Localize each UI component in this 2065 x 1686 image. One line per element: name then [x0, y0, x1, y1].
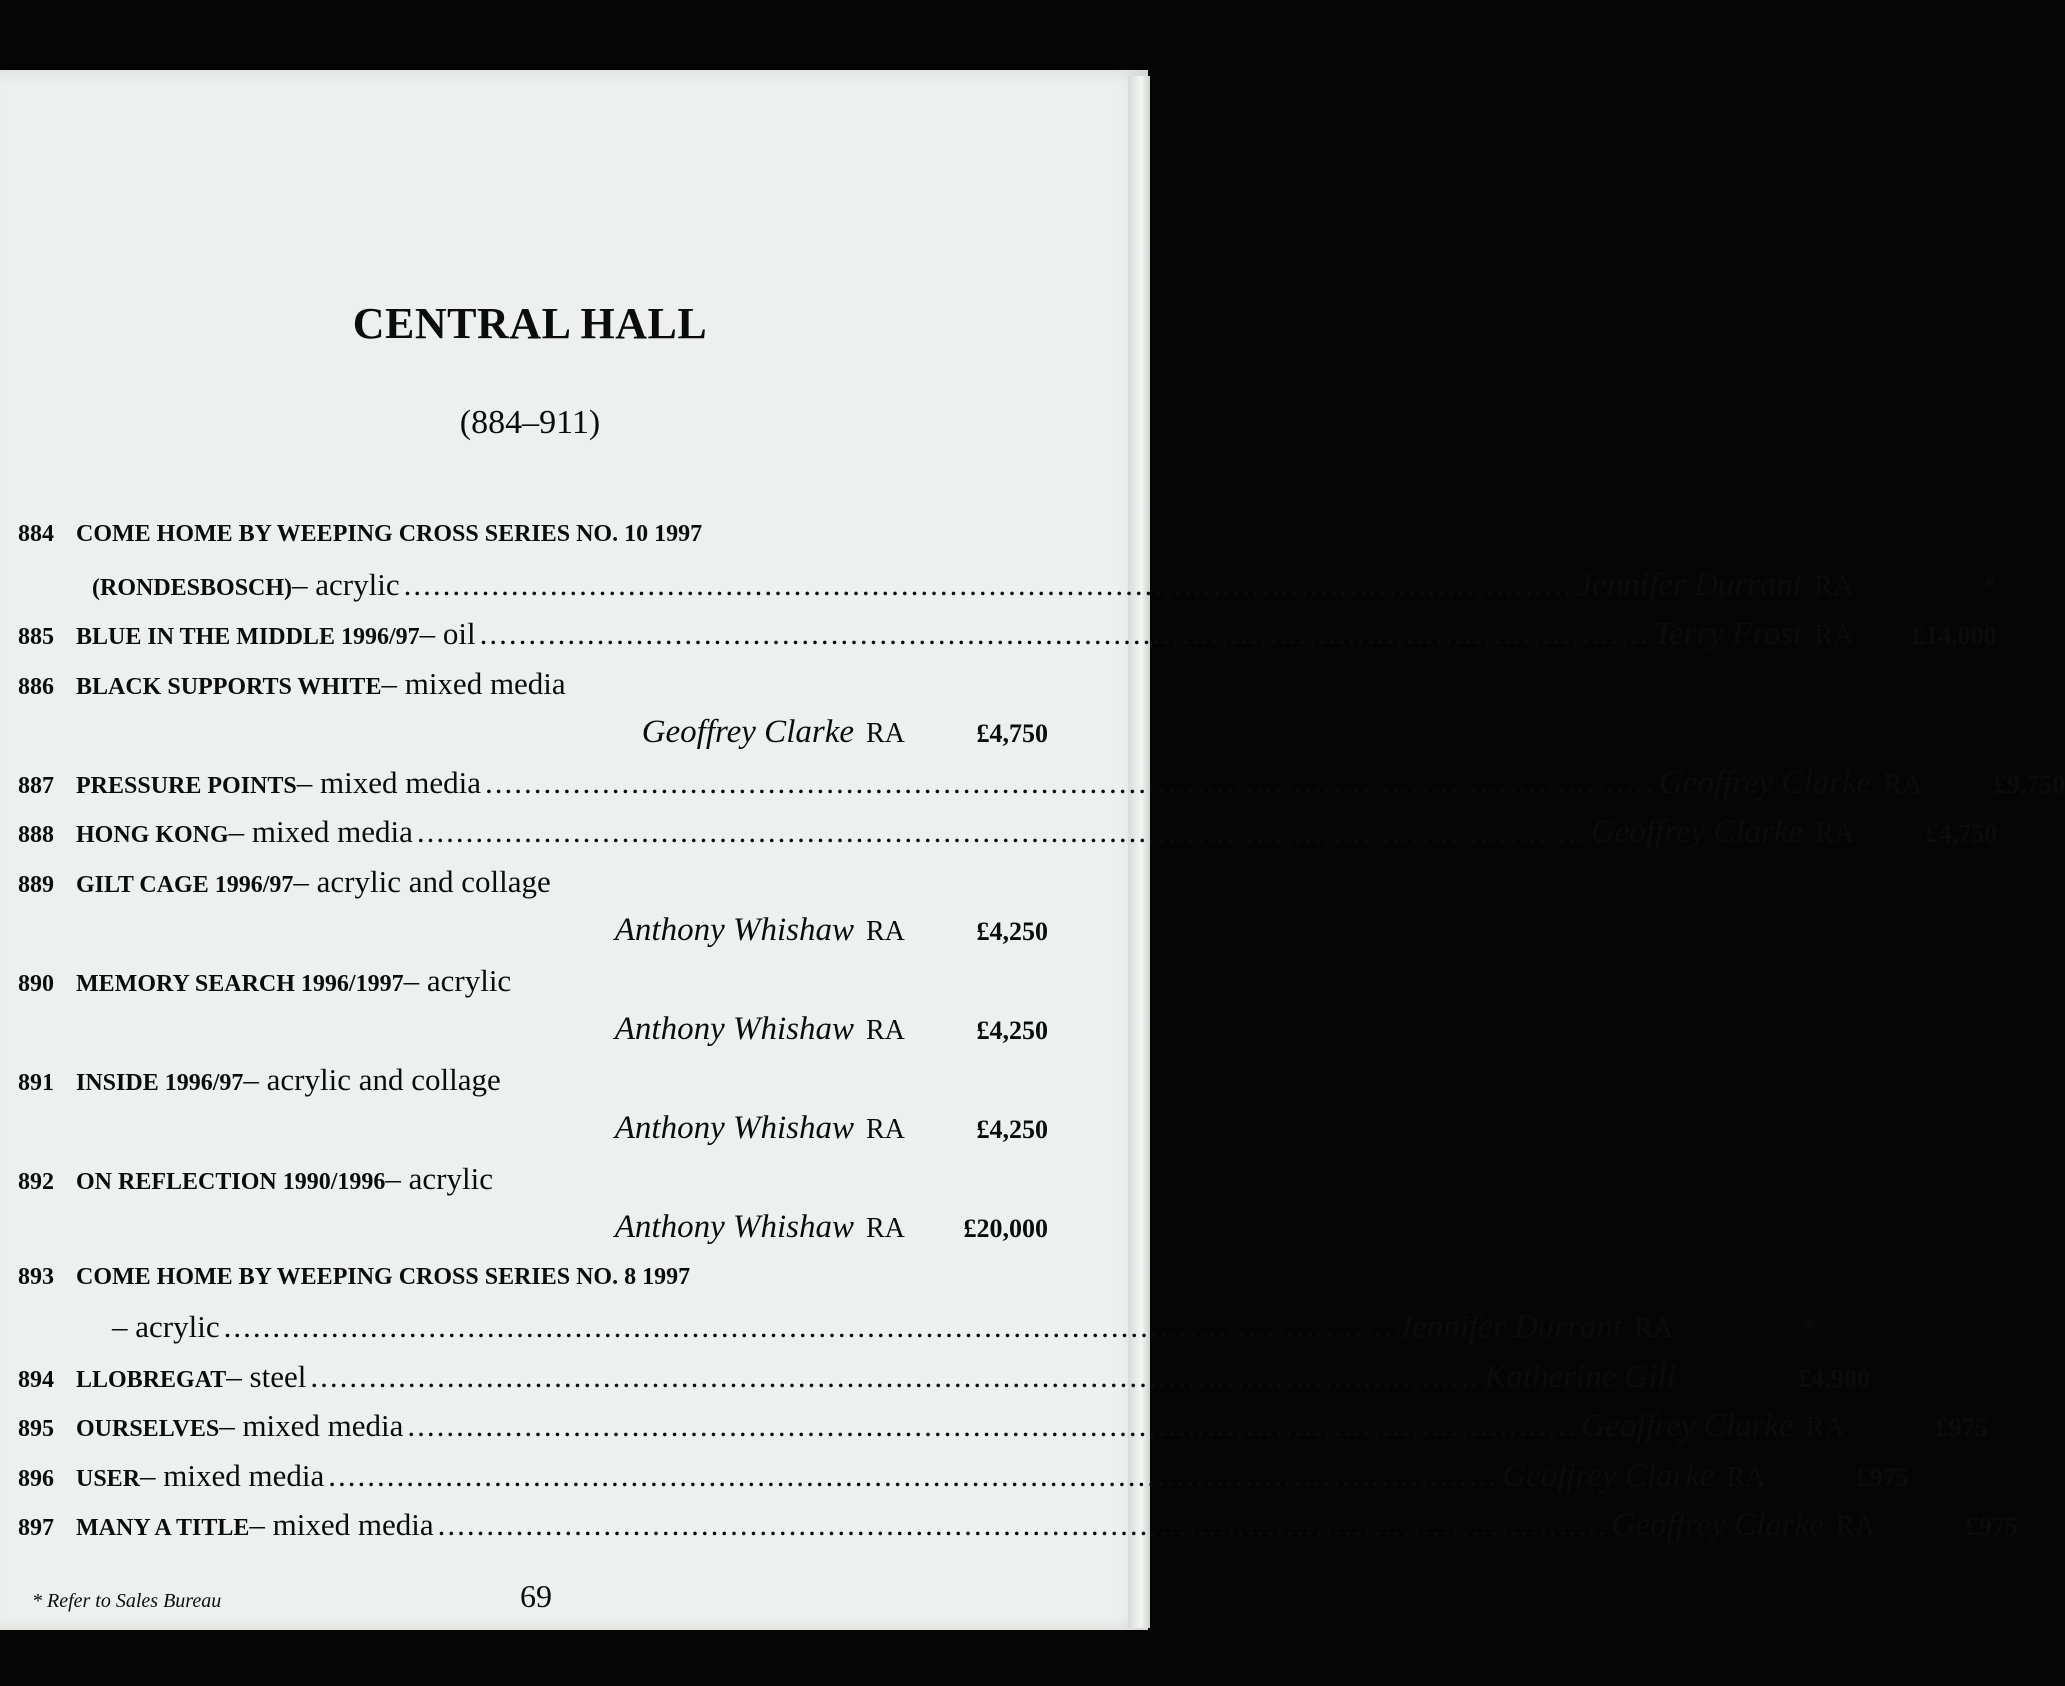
entry-medium: – mixed media — [296, 764, 481, 800]
dot-leader: ........................................................................................................................ — [403, 566, 1574, 602]
entry-medium: – mixed media — [249, 1507, 434, 1542]
dot-leader: ........................................................................................................................ — [437, 1507, 1608, 1542]
entry-number: 893 — [18, 1263, 54, 1290]
entry-price: £4,900 — [1798, 1363, 1870, 1393]
dot-leader: ........................................................................................................................ — [416, 814, 1587, 849]
entry-title: LLOBREGAT — [76, 1366, 227, 1393]
entry-title: HONG KONG — [76, 822, 229, 848]
entry-title: INSIDE 1996/97 — [76, 1069, 244, 1096]
entry-medium: – acrylic — [403, 962, 512, 998]
entry-ra: RA — [866, 1114, 905, 1145]
entry-artist: Katherine Gili — [1484, 1358, 1676, 1395]
entry-price: £4,750 — [1925, 819, 1998, 848]
entry-title: MANY A TITLE — [76, 1515, 250, 1541]
entry-number: 889 — [18, 871, 54, 898]
entry-line — [18, 1203, 1048, 1253]
entry-price: £14,000 — [1911, 621, 1997, 650]
entry-title: OURSELVES — [76, 1416, 220, 1442]
entry-artist: Jennifer Durrant — [1577, 566, 1803, 603]
entry-ra: RA — [1815, 818, 1855, 849]
entry-line — [18, 1005, 1048, 1055]
entry-line — [18, 510, 1048, 560]
catalogue-range: (884–911) — [459, 404, 601, 441]
entry-ra: RA — [1883, 768, 1923, 800]
entry-medium: – mixed media — [381, 665, 566, 701]
entry-title: PRESSURE POINTS — [76, 772, 297, 799]
entry-number: 887 — [18, 772, 54, 799]
entry-title: COME HOME BY WEEPING CROSS SERIES NO. 8 1997 — [76, 1263, 691, 1290]
entry-line — [18, 1253, 1048, 1303]
entry-line — [18, 1154, 1048, 1204]
entry-price: * — [1983, 571, 1997, 601]
entry-ra: RA — [866, 1213, 905, 1244]
entry-artist: Anthony Whishaw — [614, 1209, 854, 1245]
entry-number: 896 — [18, 1465, 54, 1492]
entry-price: £975 — [1935, 1413, 1988, 1442]
entry-title: (RONDESBOSCH) — [92, 574, 293, 601]
entry-medium: – acrylic — [385, 1160, 493, 1196]
dot-leader: ........................................................................................................................ — [484, 764, 1655, 800]
entry-artist: Geoffrey Clarke — [1581, 1408, 1794, 1444]
entry-price: £4,750 — [976, 719, 1048, 748]
entry-line — [18, 609, 1997, 659]
entry-title: BLACK SUPPORTS WHITE — [76, 673, 382, 700]
entry-medium: – oil — [419, 616, 476, 651]
entry-line — [18, 758, 2065, 808]
entry-line — [18, 560, 1997, 610]
entry-ra: RA — [866, 1015, 905, 1046]
entry-number: 885 — [18, 624, 54, 650]
entry-price: £9,750 — [1993, 769, 2065, 799]
entry-title: USER — [76, 1465, 141, 1492]
footnote: * Refer to Sales Bureau — [32, 1590, 222, 1612]
entry-number: 886 — [18, 673, 54, 700]
entry-artist: Anthony Whishaw — [614, 912, 854, 948]
entry-number: 888 — [18, 822, 54, 848]
entry-price: £4,250 — [976, 917, 1048, 946]
entry-artist: Terry Frost — [1653, 616, 1803, 652]
entry-title: GILT CAGE 1996/97 — [76, 871, 294, 898]
entry-ra: RA — [1634, 1313, 1674, 1344]
entry-artist: Geoffrey Clarke — [1502, 1457, 1715, 1494]
entry-artist: Jennifer Durrant — [1397, 1309, 1623, 1345]
dot-leader: ........................................................................................................................ — [479, 616, 1650, 651]
entry-line — [18, 1500, 2018, 1550]
entry-number: 890 — [18, 970, 54, 997]
entry-artist: Geoffrey Clarke — [641, 714, 854, 750]
page-number: 69 — [520, 1578, 552, 1614]
entry-number: 894 — [18, 1366, 54, 1393]
entry-number: 895 — [18, 1416, 54, 1442]
entry-medium: – steel — [226, 1358, 307, 1394]
entry-medium: – mixed media — [219, 1408, 404, 1443]
entry-number: 892 — [18, 1168, 54, 1195]
entry-title: ON REFLECTION 1990/1996 — [76, 1168, 386, 1195]
entry-line — [18, 906, 1048, 956]
entry-ra: RA — [866, 916, 905, 947]
entry-number: 897 — [18, 1515, 54, 1541]
entry-title: COME HOME BY WEEPING CROSS SERIES NO. 10 1997 — [76, 521, 703, 547]
entry-price: £975 — [1965, 1512, 2018, 1541]
entry-medium: – acrylic and collage — [293, 863, 551, 899]
entry-line — [18, 659, 1048, 709]
entry-price: £20,000 — [963, 1214, 1048, 1243]
entry-price: £4,250 — [976, 1016, 1048, 1045]
catalogue-list — [18, 510, 2065, 1550]
entry-medium: – acrylic and collage — [243, 1061, 501, 1097]
entry-artist: Geoffrey Clarke — [1658, 764, 1872, 801]
entry-line — [18, 1302, 1817, 1352]
entry-number: 891 — [18, 1069, 54, 1096]
entry-line — [18, 708, 1048, 758]
dot-leader: ........................................................................................................................ — [328, 1457, 1499, 1493]
entry-line — [18, 807, 1998, 857]
dot-leader: ........................................................................................................................ — [223, 1309, 1394, 1344]
section-title: CENTRAL HALL — [352, 299, 708, 348]
entry-price: * — [1803, 1314, 1817, 1343]
entry-number: 884 — [18, 521, 54, 547]
entry-line — [18, 956, 1048, 1006]
entry-ra: RA — [1814, 570, 1854, 602]
entry-title: MEMORY SEARCH 1996/1997 — [76, 970, 404, 997]
entry-line — [18, 1055, 1048, 1105]
entry-ra: RA — [866, 718, 905, 749]
entry-medium: – acrylic — [112, 1309, 220, 1344]
entry-line — [18, 1104, 1048, 1154]
entry-ra: RA — [1726, 1461, 1766, 1493]
entry-line — [18, 857, 1048, 907]
entry-price: £4,250 — [976, 1115, 1048, 1144]
entry-price: £975 — [1856, 1462, 1909, 1492]
entry-medium: – mixed media — [140, 1457, 325, 1493]
entry-artist: Anthony Whishaw — [614, 1110, 854, 1146]
entry-artist: Geoffrey Clarke — [1611, 1507, 1824, 1543]
entry-ra: RA — [1814, 620, 1854, 651]
entry-artist: Geoffrey Clarke — [1590, 814, 1804, 850]
dot-leader: ........................................................................................................................ — [407, 1408, 1578, 1443]
entry-line — [18, 1451, 1909, 1501]
dot-leader: ........................................................................................................................ — [310, 1358, 1481, 1394]
entry-medium: – mixed media — [228, 814, 413, 849]
entry-artist: Anthony Whishaw — [614, 1011, 854, 1047]
entry-title: BLUE IN THE MIDDLE 1996/97 — [76, 624, 420, 650]
entry-line — [18, 1401, 1988, 1451]
entry-ra: RA — [1835, 1511, 1875, 1542]
entry-line — [18, 1352, 1870, 1402]
entry-medium: – acrylic — [292, 566, 400, 602]
entry-ra: RA — [1805, 1412, 1845, 1443]
